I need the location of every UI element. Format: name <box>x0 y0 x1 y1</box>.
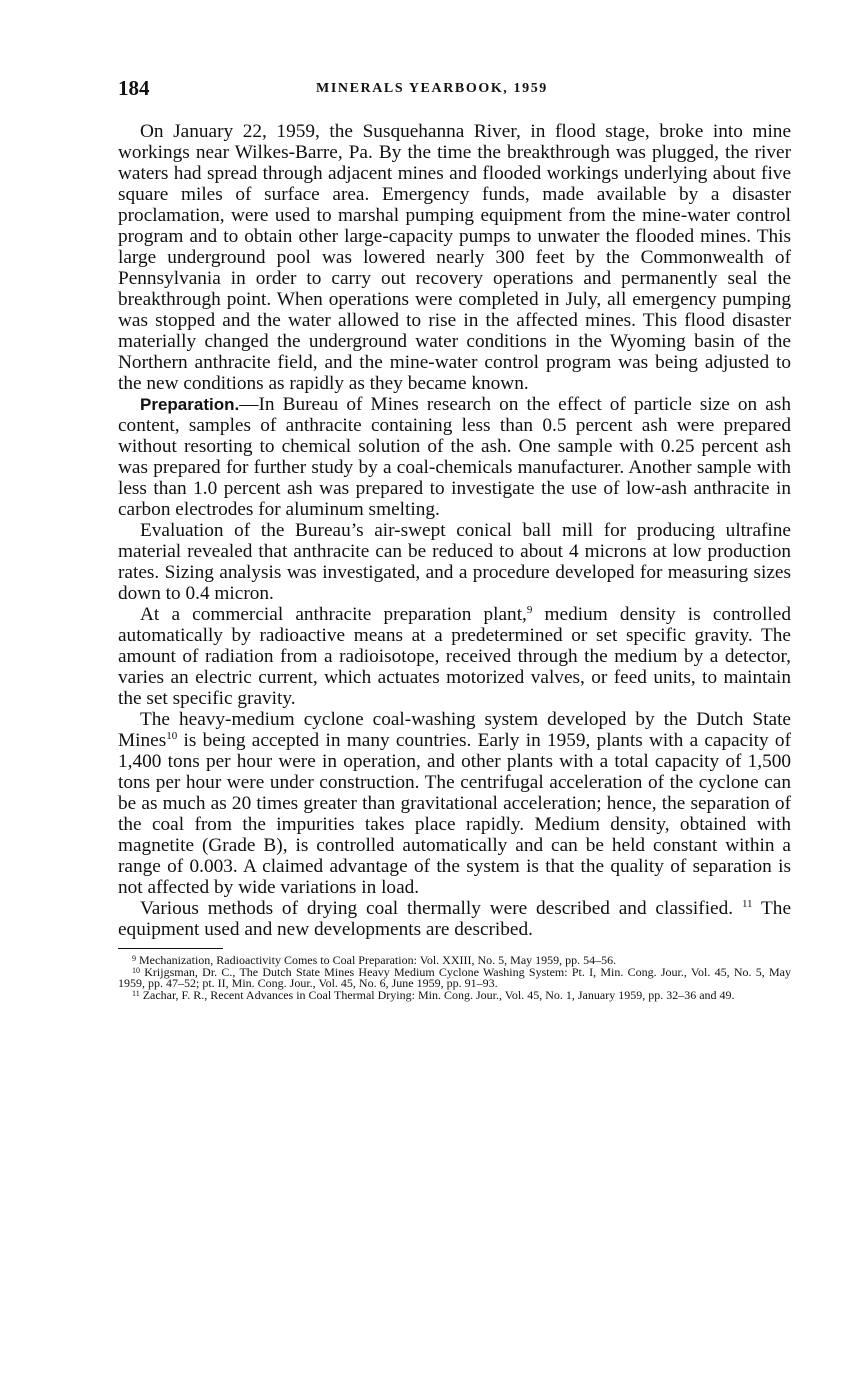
body-text <box>118 121 791 940</box>
paragraph-cyclone <box>118 709 791 898</box>
paragraph-text: The equipment used and new developments are described. <box>118 898 792 940</box>
paragraph-text: The heavy-medium cyclone coal-washing system developed by the Dutch State Mines <box>118 709 791 751</box>
paragraph-preparation <box>118 394 791 520</box>
footnote-mark: 9 <box>132 954 136 963</box>
footnotes <box>118 955 791 1001</box>
footnote-text: Krijgsman, Dr. C., The Dutch State Mines Heavy Medium Cyclone Washing System: Pt. I, Min. Cong. Jour., Vol. 45, No. 5, May 1959, pp. 47–52; pt. II, Min. Cong. Jour., Vol. 45, No. 6, June 1959, pp. 91–93. <box>118 964 791 990</box>
page-header <box>118 70 791 104</box>
footnote-text: Zachar, F. R., Recent Advances in Coal Thermal Drying: Min. Cong. Jour., Vol. 45, No. 1, January 1959, pp. 32–36 and 49. <box>139 987 735 1002</box>
paragraph-text: Various methods of drying coal thermally were described and classified. <box>140 898 734 919</box>
footnote-reference: 11 <box>741 898 753 910</box>
paragraph-text: Evaluation of the Bureau’s air-swept conical ball mill for producing ultrafine material revealed that anthracite can be reduced to about 4 microns at low production rates. Sizing analysis was investigated, and a procedure developed for measuring sizes down to 0.4 micron. <box>118 520 791 604</box>
footnote-mark: 11 <box>132 988 140 998</box>
footnote-reference: 10 <box>166 730 178 742</box>
running-title: MINERALS YEARBOOK, 1959 <box>316 81 548 96</box>
document-page <box>118 70 791 1001</box>
footnote-mark: 10 <box>132 965 140 975</box>
paragraph-drying <box>118 898 791 940</box>
footnote-reference: 9 <box>526 604 533 616</box>
paragraph-text: is being accepted in many countries. Early in 1959, plants with a capacity of 1,400 tons per hour were in operation, and other plants with a total capacity of 1,500 tons per hour were under construction. The centrifugal acceleration of the cyclone can be as much as 20 times greater than gravitational acceleration; hence, the separation of the coal from the impurities takes place rapidly. Medium density, obtained with magnetite (Grade B), is controlled automatically and can be held constant within a range of 0.003. A claimed advantage of the system is that the quality of separation is not affected by wide variations in load. <box>118 730 791 898</box>
footnote-text: Mechanization, Radioactivity Comes to Coal Preparation: Vol. XXIII, No. 5, May 1959, pp. 54–56. <box>136 953 617 967</box>
paragraph-text: —In Bureau of Mines research on the effect of particle size on ash content, samples of anthracite containing less than 0.5 percent ash were prepared without resorting to chemical solution of the ash. One sample with 0.25 percent ash was prepared for further study by a coal-chemicals manufacturer. Another sample with less than 1.0 percent ash was prepared to investigate the use of low-ash anthracite in carbon electrodes for aluminum smelting. <box>118 394 791 520</box>
footnote-divider <box>118 948 223 949</box>
paragraph-flood <box>118 121 791 394</box>
section-heading: Preparation. <box>140 395 240 414</box>
paragraph-text: medium density is controlled automatically by radioactive means at a predetermined or set specific gravity. The amount of radiation from a radioisotope, received through the medium by a detector, varies an electric current, which actuates motorized valves, or feed units, to maintain the set specific gravity. <box>118 604 791 709</box>
paragraph-text: At a commercial anthracite preparation plant, <box>140 604 527 625</box>
footnote <box>118 987 791 1002</box>
paragraph-radioactive-control <box>118 604 791 709</box>
footnote <box>118 964 791 990</box>
paragraph-text: On January 22, 1959, the Susquehanna River, in flood stage, broke into mine workings near Wilkes-Barre, Pa. By the time the breakthrough was plugged, the river waters had spread through adjacent mines and flooded workings underlying about five square miles of surface area. Emergency funds, made available by a disaster proclamation, were used to marshal pumping equipment from the mine-water control program and to obtain other large-capacity pumps to unwater the flooded mines. This large underground pool was lowered nearly 300 feet by the Commonwealth of Pennsylvania in order to carry out recovery operations and permanently seal the breakthrough point. When operations were completed in July, all emergency pumping was stopped and the water allowed to rise in the affected mines. This flood disaster materially changed the underground water conditions in the Wyoming basin of the Northern anthracite field, and the mine-water control program was being adjusted to the new conditions as rapidly as they became known. <box>118 121 791 394</box>
paragraph-ball-mill <box>118 520 791 604</box>
page-number: 184 <box>118 76 150 100</box>
